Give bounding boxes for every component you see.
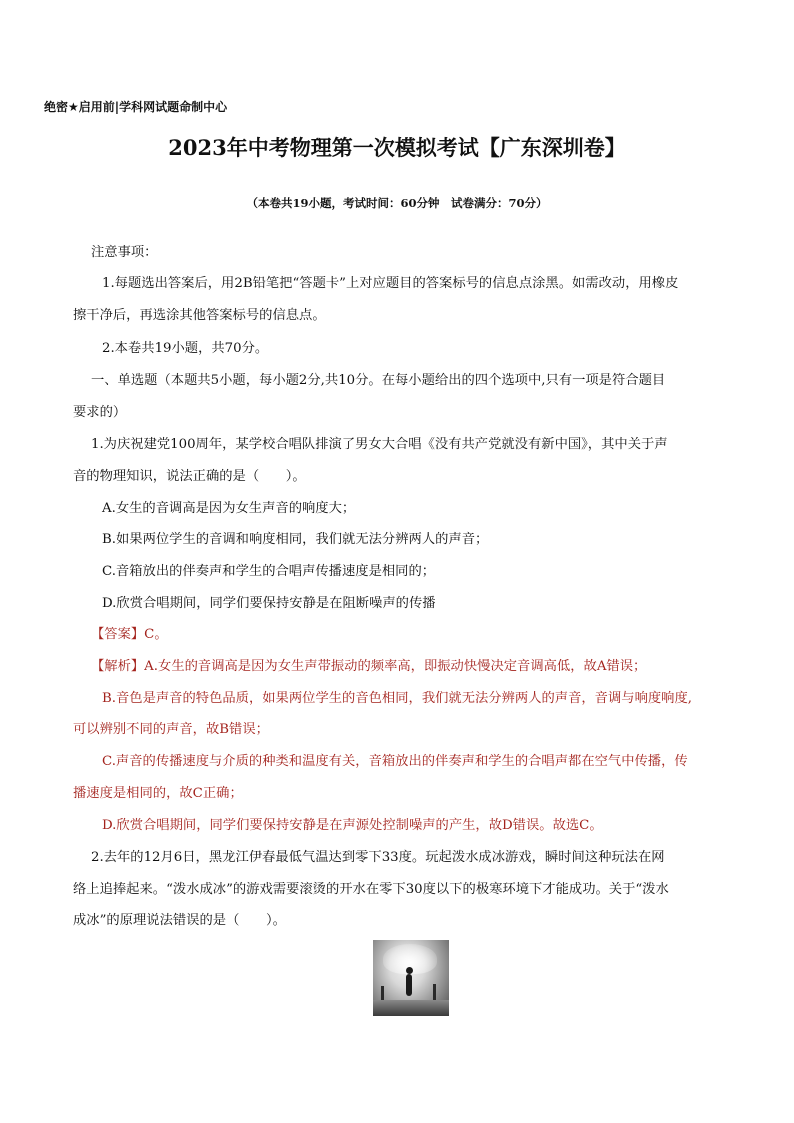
confidential-note: 绝密★启用前|学科网试题命制中心 bbox=[44, 100, 228, 114]
section-heading-line-1: 一、单选题（本题共5小题，每小题2分,共10分。在每小题给出的四个选项中,只有一项是符合题目 bbox=[91, 373, 666, 388]
q2-stem-line-3: 成冰”的原理说法错误的是（ ）。 bbox=[73, 913, 286, 928]
q1-option-c: C.音箱放出的伴奏声和学生的合唱声传播速度是相同的； bbox=[102, 564, 436, 579]
page-title: 2023年中考物理第一次模拟考试【广东深圳卷】 bbox=[168, 135, 626, 160]
q1-analysis-line-3: 可以辨别不同的声音，故B错误； bbox=[73, 722, 269, 737]
note-item-1-line-2: 擦干净后，再选涂其他答案标号的信息点。 bbox=[73, 308, 326, 323]
q1-option-a: A.女生的音调高是因为女生声音的响度大； bbox=[102, 501, 356, 516]
q2-stem-line-2: 络上追捧起来。“泼水成冰”的游戏需要滚烫的开水在零下30度以下的极寒环境下才能成功。关于“泼水 bbox=[73, 882, 669, 897]
q1-analysis-line-5: 播速度是相同的，故C正确； bbox=[73, 786, 243, 801]
q1-option-d: D.欣赏合唱期间，同学们要保持安静是在阻断噪声的传播 bbox=[102, 596, 436, 611]
notes-heading: 注意事项： bbox=[91, 245, 158, 260]
exam-info: （本卷共19小题，考试时间：60分钟 试卷满分：70分） bbox=[246, 196, 548, 210]
splash-water-photo bbox=[373, 940, 449, 1016]
q1-analysis-line-6: D.欣赏合唱期间，同学们要保持安静是在声源处控制噪声的产生，故D错误。故选C。 bbox=[102, 818, 603, 833]
q1-analysis-line-4: C.声音的传播速度与介质的种类和温度有关，音箱放出的伴奏声和学生的合唱声都在空气中传播，传 bbox=[102, 754, 688, 769]
q1-stem-line-1: 1.为庆祝建党100周年，某学校合唱队排演了男女大合唱《没有共产党就没有新中国》，其中关于声 bbox=[91, 437, 668, 452]
q1-answer: 【答案】C。 bbox=[91, 627, 168, 642]
section-heading-line-2: 要求的） bbox=[73, 405, 127, 420]
q1-analysis-line-1: 【解析】A.女生的音调高是因为女生声带振动的频率高，即振动快慢决定音调高低，故A错误； bbox=[91, 659, 647, 674]
q2-stem-line-1: 2.去年的12月6日，黑龙江伊春最低气温达到零下33度。玩起泼水成冰游戏，瞬时间这种玩法在网 bbox=[91, 850, 665, 865]
q1-analysis-line-2: B.音色是声音的特色品质，如果两位学生的音色相同，我们就无法分辨两人的声音，音调与响度响度, bbox=[102, 691, 692, 706]
q1-stem-line-2: 音的物理知识，说法正确的是（ ）。 bbox=[73, 469, 306, 484]
note-item-1-line-1: 1.每题选出答案后，用2B铅笔把“答题卡”上对应题目的答案标号的信息点涂黑。如需改动，用橡皮 bbox=[102, 276, 679, 291]
note-item-2: 2.本卷共19小题，共70分。 bbox=[102, 341, 269, 356]
q1-option-b: B.如果两位学生的音调和响度相同，我们就无法分辨两人的声音； bbox=[102, 532, 489, 547]
